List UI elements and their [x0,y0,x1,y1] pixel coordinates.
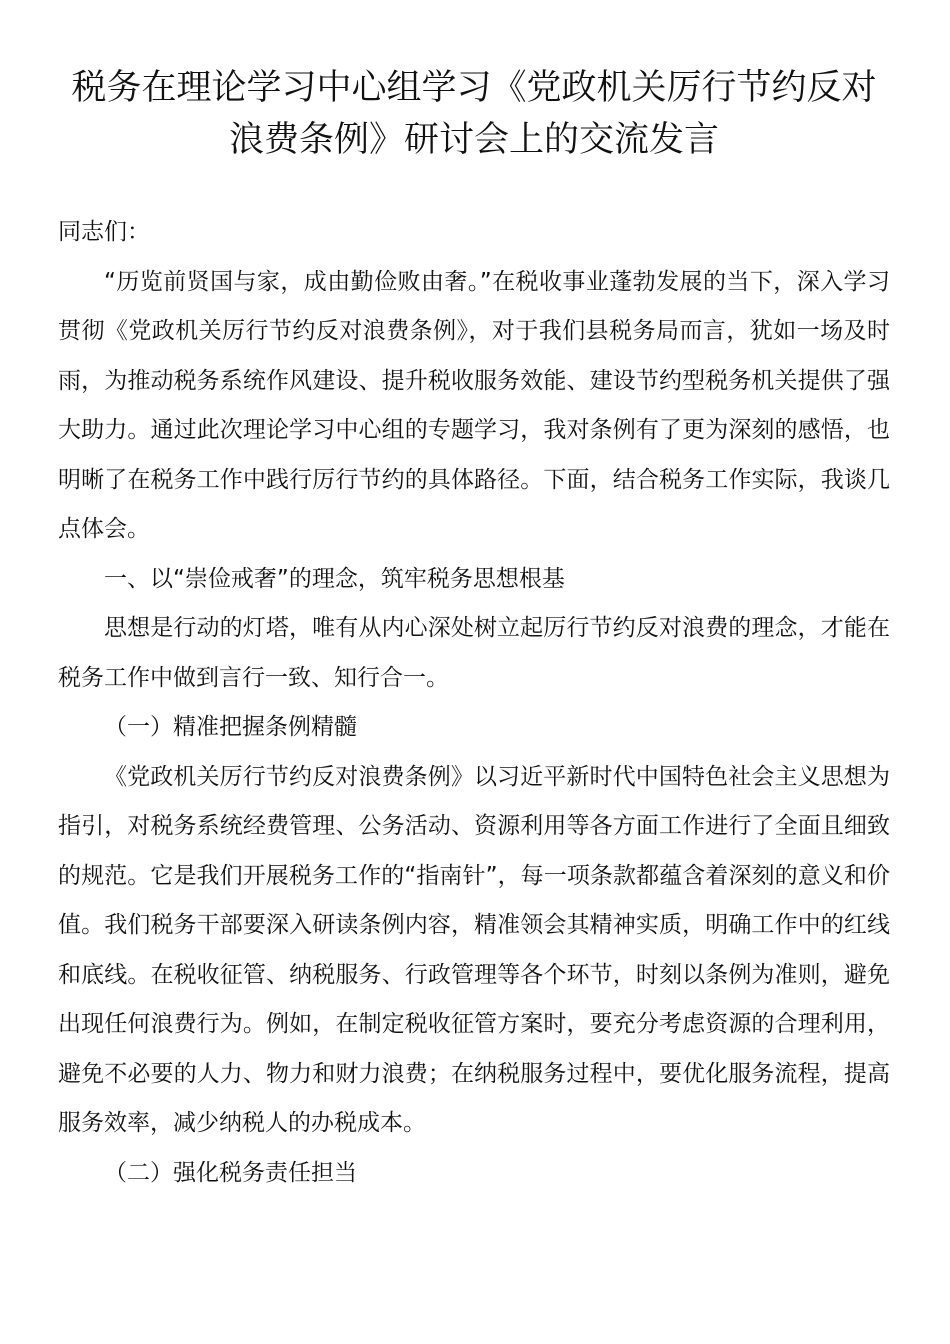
opening-paragraph: “历览前贤国与家，成由勤俭败由奢。”在税收事业蓬勃发展的当下，深入学习贯彻《党政机关厉行节约反对浪费条例》，对于我们县税务局而言，犹如一场及时雨，为推动税务系统作风建设、提升税收服务效能、建设节约型税务机关提供了强大助力。通过此次理论学习中心组的专题学习，我对条例有了更为深刻的感悟，也明晰了在税务工作中践行厉行节约的具体路径。下面，结合税务工作实际，我谈几点体会。 [58,268,890,542]
document-title [58,62,890,166]
title-line-2: 浪费条例》研讨会上的交流发言 [228,120,719,160]
document-body [58,208,890,1198]
section-1-intro: 思想是行动的灯塔，唯有从内心深处树立起厉行节约反对浪费的理念，才能在税务工作中做到言行一致、知行合一。 [58,615,890,691]
subsection-1-heading: （一）精准把握条例精髓 [104,714,357,740]
title-line-1: 税务在理论学习中心组学习《党政机关厉行节约反对 [71,68,877,108]
subsection-2-heading: （二）强化税务责任担当 [104,1159,357,1186]
section-1-heading: 一、以“崇俭戒奢”的理念，筑牢税务思想根基 [104,565,565,592]
salutation: 同志们： [58,219,150,245]
subsection-1-text: 《党政机关厉行节约反对浪费条例》以习近平新时代中国特色社会主义思想为指引，对税务系统经费管理、公务活动、资源利用等各方面工作进行了全面且细致的规范。它是我们开展税务工作的“指南针”，每一项条款都蕴含着深刻的意义和价值。我们税务干部要深入研读条例内容，精准领会其精神实质，明确工作中的红线和底线。在税收征管、纳税服务、行政管理等各个环节，时刻以条例为准则，避免出现任何浪费行为。例如，在制定税收征管方案时，要充分考虑资源的合理利用，避免不必要的人力、物力和财力浪费；在纳税服务过程中，要优化服务流程，提高服务效率，减少纳税人的办税成本。 [58,763,890,1136]
